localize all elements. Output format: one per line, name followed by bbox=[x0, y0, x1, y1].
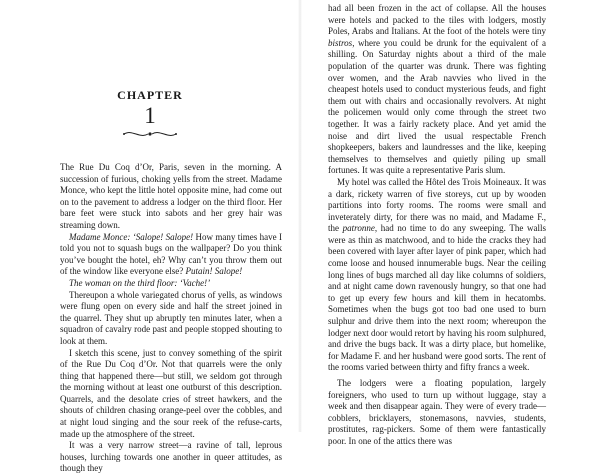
paragraph: Thereupon a whole variegated chorus of yells, as windows were flung open on every side and half the street joined in the quarrel. They shut up abruptly ten minutes later, when a squadron of cavalry rode past and people stopped shouting to look at them. bbox=[60, 289, 282, 346]
paragraph: The lodgers were a floating population, largely foreigners, who used to turn up without luggage, stay a week and then disappear again. They were of every trade—cobblers, bricklayers, stonemasons, navvies, students, prostitutes, rag-pickers. Some of them were fantastically poor. In one of the attics there was bbox=[328, 378, 546, 446]
right-page bbox=[300, 0, 600, 446]
paragraph bbox=[328, 177, 546, 374]
ornament-flourish-icon bbox=[120, 129, 180, 139]
paragraph-text: , where you could be drunk for the equivalent of a shilling. On Saturday nights about a third of the male population of the quarter was drunk. There was fighting over women, and the Arab navvies who lived in the cheapest hotels used to conduct mysterious feuds, and fight them out with chairs and occasionally revolvers. At night the policemen would only come through the street two together. It was a fairly rackety place. And yet amid the noise and dirt lived the usual respectable French shopkeepers, bakers and laundresses and the like, keeping themselves to themselves and quietly piling up small fortunes. It was quite a representative Paris slum. bbox=[328, 37, 546, 176]
chapter-number: 1 bbox=[144, 103, 156, 128]
chapter-label: CHAPTER bbox=[117, 88, 183, 102]
paragraph: The woman on the third floor: ‘Vache!’ bbox=[69, 277, 211, 288]
italic-word: bistros bbox=[328, 37, 353, 48]
left-page bbox=[0, 0, 300, 474]
right-page-text bbox=[328, 3, 546, 448]
paragraph-text: had all been frozen in the act of collapse. All the houses were hotels and packed to the tiles with lodgers, mostly Poles, Arabs and Italians. At the foot of the hotels were tiny bbox=[328, 3, 546, 37]
paragraph bbox=[60, 232, 282, 278]
paragraph: It was a very narrow street—a ravine of tall, leprous houses, lurching towards one another in queer attitudes, as though they bbox=[60, 440, 282, 474]
italic-word: patronne bbox=[339, 223, 375, 234]
paragraph-text: My hotel was called the Hôtel des Trois Moineaux. It was a dark, rickety warren of five storeys, cut up by wooden partitions into forty rooms. The rooms were small and inveterately dirty, for there was no maid, and Madame F., the bbox=[328, 176, 546, 234]
paragraph: I sketch this scene, just to convey something of the spirit of the Rue Du Coq d’Or. Not that quarrels were the only thing that happened there—but still, we seldom got through the morning without at least one outburst of this description. Quarrels, and the desolate cries of street hawkers, and the shouts of children chasing orange-peel over the cobbles, and at night loud singing and the sour reek of the refuse-carts, made up the atmosphere of the street. bbox=[60, 347, 282, 439]
speaker-label: Madame Monce: bbox=[69, 231, 131, 242]
shout-text: Putain! Salope! bbox=[183, 266, 243, 277]
left-page-text bbox=[60, 162, 282, 475]
shout-text: ‘Salope! Salope! bbox=[130, 231, 194, 242]
paragraph-text: , had no time to do any sweeping. The walls were as thin as matchwood, and to hide the cracks they had been covered with layer after layer of pink paper, which had come loose and housed innumerable bugs. Near the ceiling long lines of bugs marched all day like columns of soldiers, and at night came down ravenously hungry, so that one had to get up every few hours and kill them in hecatombs. Sometimes when the bugs got too bad one used to burn sulphur and drive them into the next room; whereupon the lodger next door would retort by having his room sulphured, and drive the bugs back. It was a dirty place, but homelike, for Madame F. and her husband were good sorts. The rent of the rooms varied between thirty and fifty francs a week. bbox=[328, 223, 546, 373]
paragraph bbox=[328, 3, 546, 177]
paragraph-text: How many times have I told you not to squash bugs on the wallpaper? Do you think you’ve bought the hotel, eh? Why can’t you throw them out of the window like everyone else? bbox=[60, 231, 282, 277]
paragraph: The Rue Du Coq d’Or, Paris, seven in the morning. A succession of furious, choking yells from the street. Madame Monce, who kept the little hotel opposite mine, had come out on to the pavement to address a lodger on the third floor. Her bare feet were stuck into sabots and her grey hair was streaming down. bbox=[60, 162, 282, 230]
